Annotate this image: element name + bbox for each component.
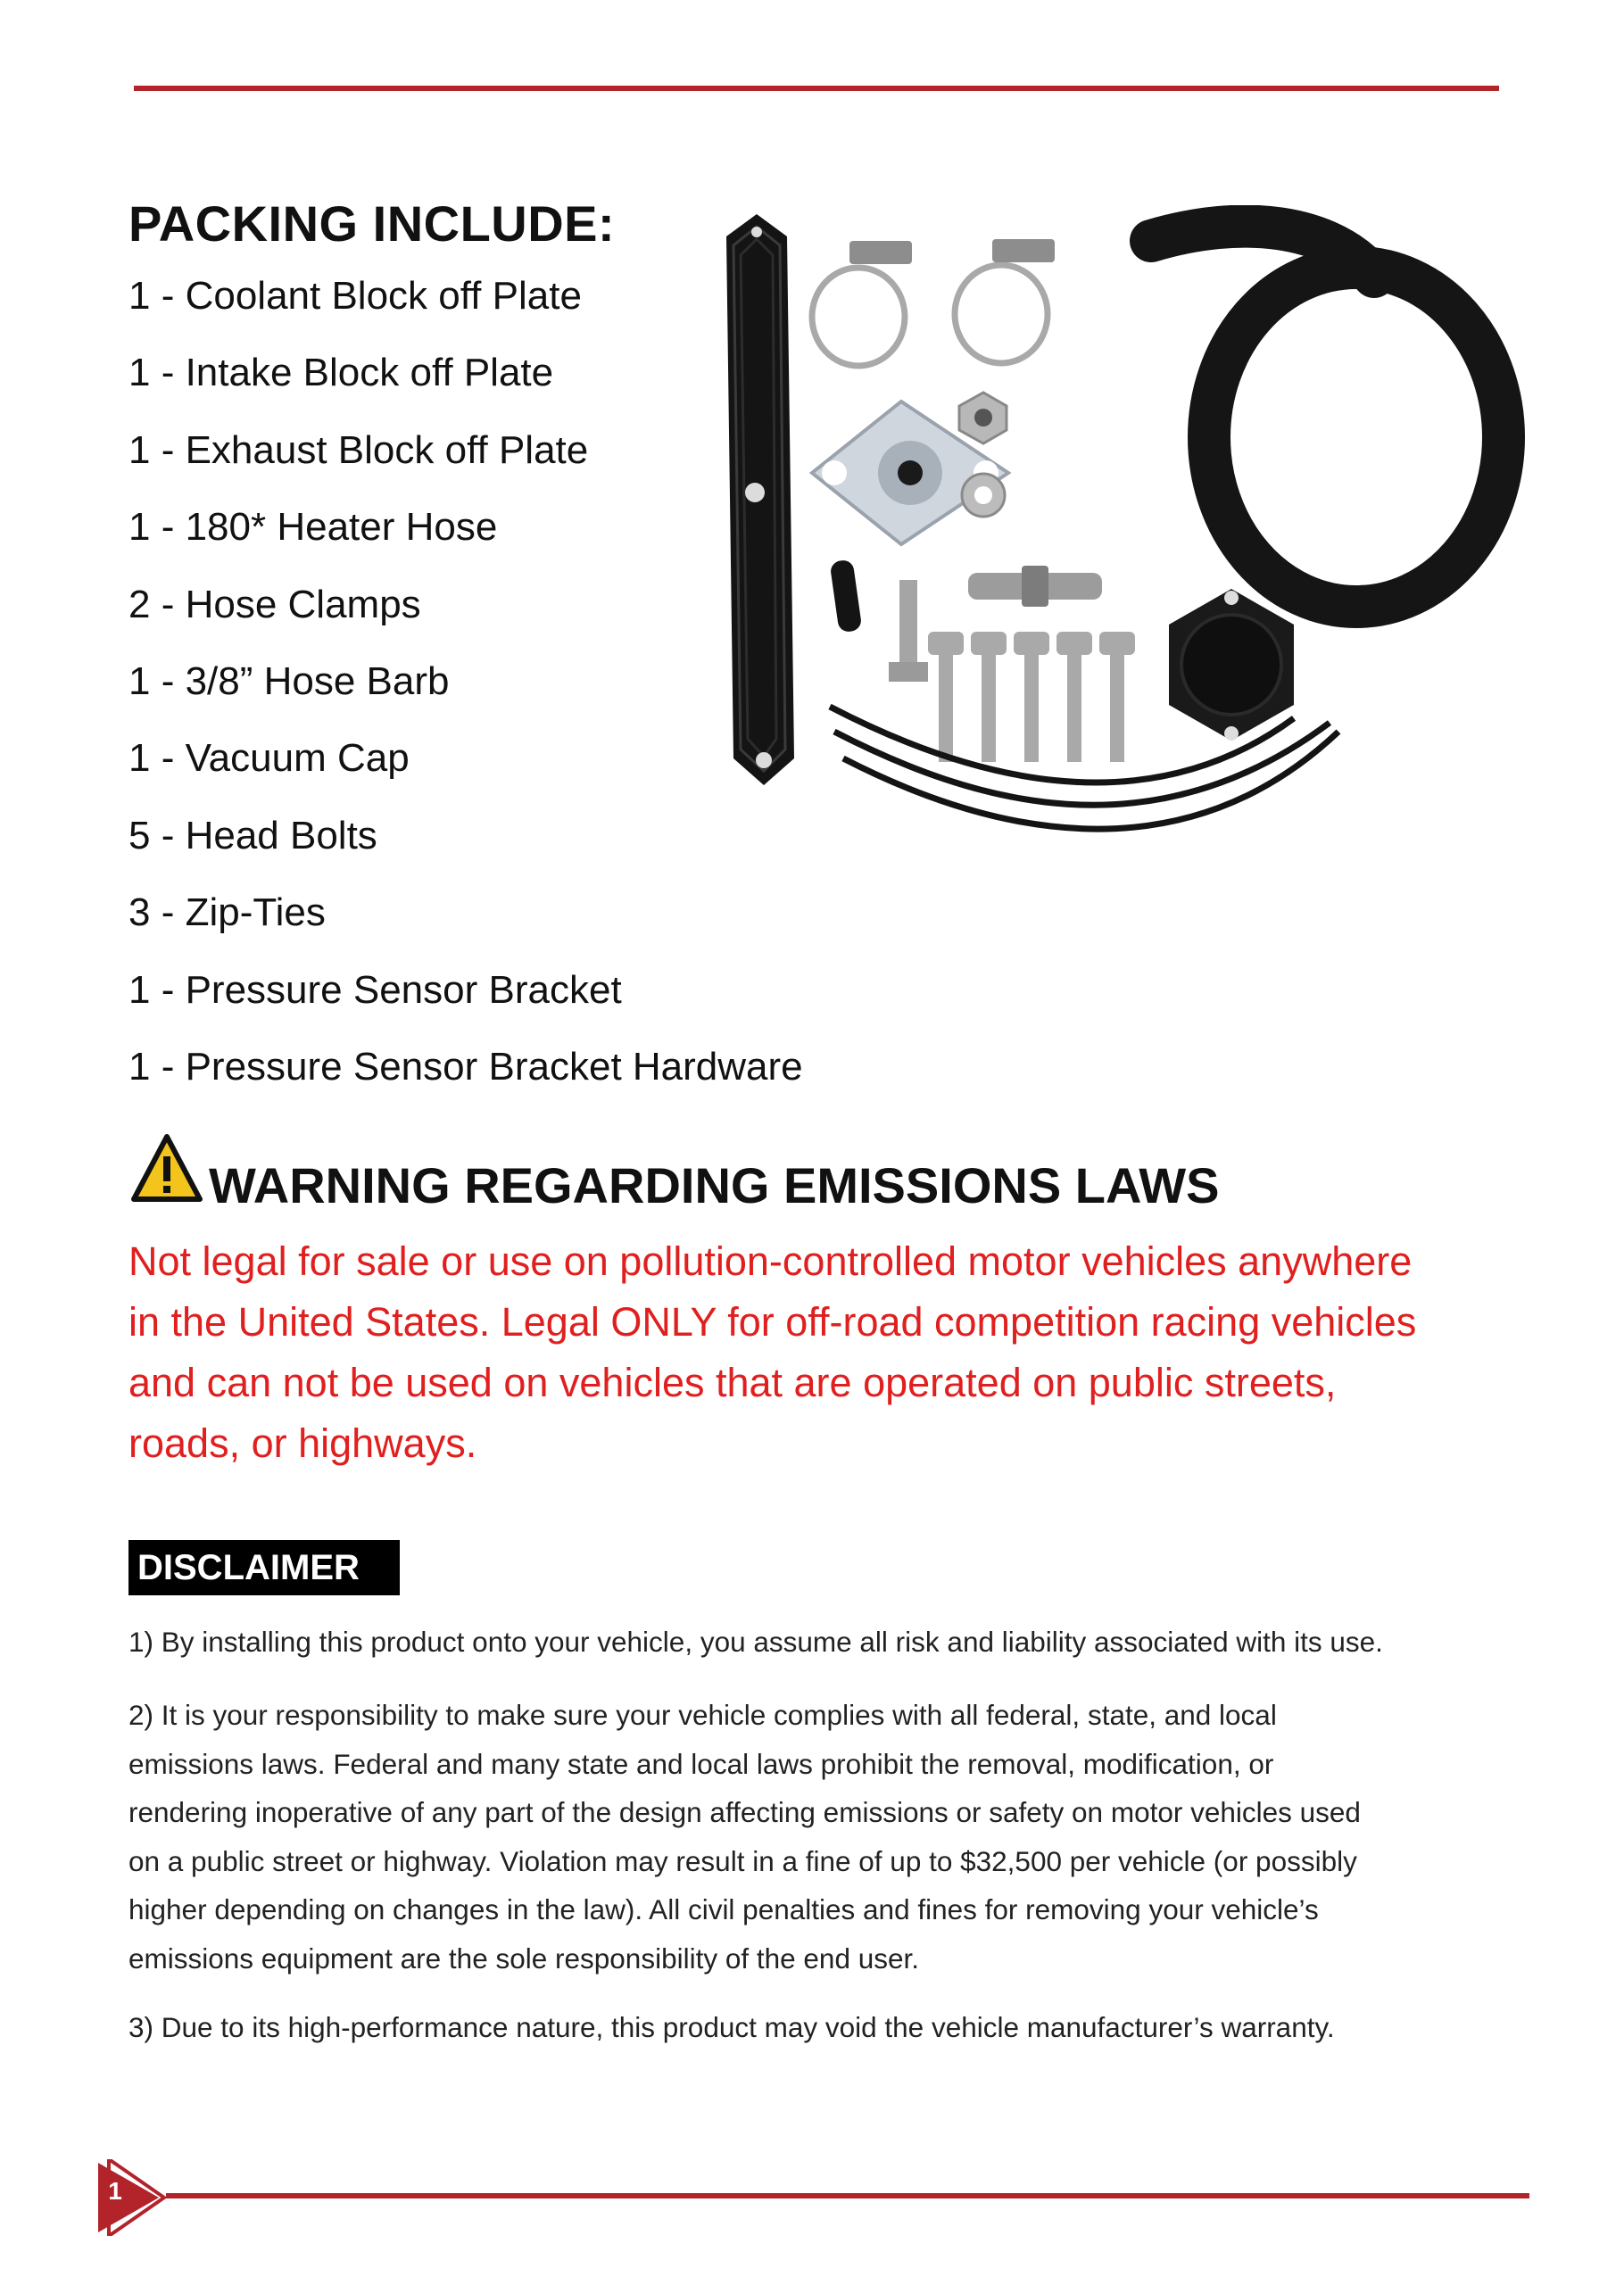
disclaimer-line: emissions laws. Federal and many state and local laws prohibit the removal, modification, or <box>128 1747 1274 1780</box>
packing-item: 1 - Vacuum Cap <box>128 736 410 781</box>
packing-item: 1 - Intake Block off Plate <box>128 351 554 395</box>
disclaimer-line: on a public street or highway. Violation may result in a fine of up to $32,500 per vehicle (or possibly <box>128 1844 1357 1877</box>
packing-item: 1 - Pressure Sensor Bracket <box>128 967 622 1012</box>
warning-triangle-icon <box>130 1133 203 1205</box>
warning-title: WARNING REGARDING EMISSIONS LAWS <box>209 1157 1220 1213</box>
packing-item: 5 - Head Bolts <box>128 813 377 857</box>
disclaimer-line: rendering inoperative of any part of the design affecting emissions or safety on motor vehicles used <box>128 1796 1361 1828</box>
packing-item: 1 - Exhaust Block off Plate <box>128 427 589 472</box>
zip-ties <box>830 707 1338 829</box>
warning-text <box>128 1235 1416 1478</box>
head-bolts <box>928 632 1135 762</box>
disclaimer-line: 2) It is your responsibility to make sure your vehicle complies with all federal, state, and local <box>128 1699 1277 1731</box>
vacuum-cap <box>830 559 863 633</box>
hose-clamps <box>812 265 1048 366</box>
packing-title: PACKING INCLUDE: <box>128 195 616 252</box>
packing-item: 1 - Pressure Sensor Bracket Hardware <box>128 1044 803 1089</box>
exhaust-block-off-plate <box>1169 589 1294 741</box>
packing-item: 1 - Coolant Block off Plate <box>128 274 582 318</box>
disclaimer-line: 1) By installing this product onto your vehicle, you assume all risk and liability associated with its use. <box>128 1626 1383 1658</box>
disclaimer-item-2 <box>128 1695 1361 1987</box>
disclaimer-line: 3) Due to its high-performance nature, this product may void the vehicle manufacturer’s warranty. <box>128 2011 1335 2043</box>
bottom-divider <box>166 2193 1529 2198</box>
warning-line: and can not be used on vehicles that are operated on public streets, <box>128 1360 1337 1405</box>
packing-item: 3 - Zip-Ties <box>128 890 326 935</box>
top-divider <box>134 86 1499 91</box>
heater-hose <box>1151 227 1504 607</box>
warning-line: Not legal for sale or use on pollution-controlled motor vehicles anywhere <box>128 1238 1413 1284</box>
disclaimer-line: emissions equipment are the sole responsibility of the end user. <box>128 1942 919 1975</box>
warning-line: in the United States. Legal ONLY for off-road competition racing vehicles <box>128 1299 1417 1345</box>
warning-line: roads, or highways. <box>128 1420 477 1466</box>
disclaimer-item-1 <box>128 1622 1383 1671</box>
disclaimer-line: higher depending on changes in the law). All civil penalties and fines for removing your vehicle’s <box>128 1893 1319 1925</box>
coolant-block-off-plate <box>726 214 794 785</box>
disclaimer-label: DISCLAIMER <box>128 1540 400 1595</box>
packing-item: 1 - 3/8” Hose Barb <box>128 658 450 703</box>
kit-contents-photo <box>651 205 1544 919</box>
packing-item: 1 - 180* Heater Hose <box>128 505 498 550</box>
page-number: 1 <box>108 2177 122 2205</box>
disclaimer-item-3 <box>128 2008 1335 2057</box>
packing-item: 2 - Hose Clamps <box>128 582 421 626</box>
